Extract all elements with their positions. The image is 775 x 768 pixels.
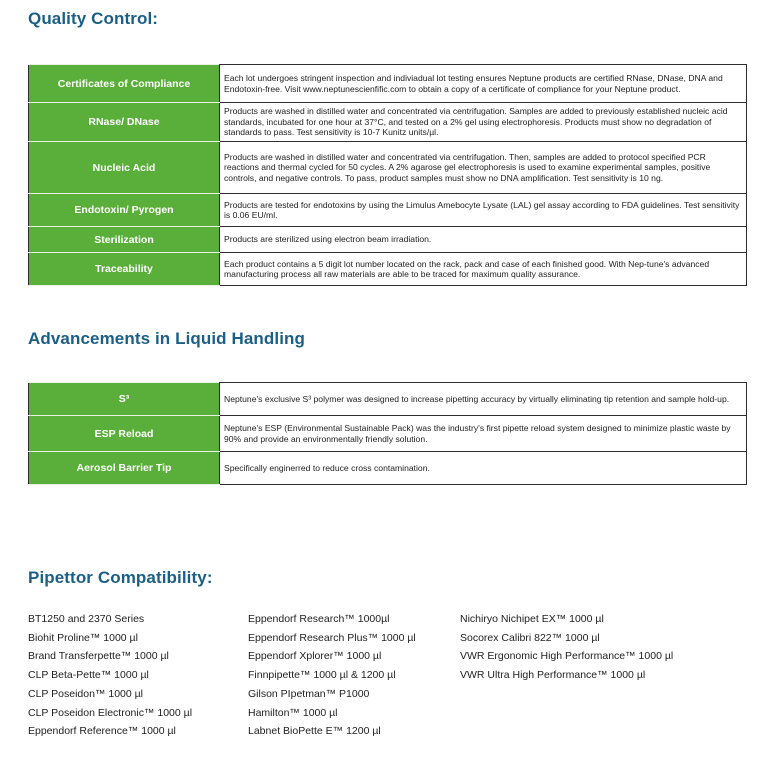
row-description: Products are washed in distilled water and concentrated via centrifugation. Then, samples are added to protocol specified PCR reactions and thermal cycled for 50 cycles. A 2% agarose gel electrophoresis is used to examine experimental samples, positive controls, and negative controls. To pass, product samples must show no DNA amplification. Test sensitivity is 10 ng. xyxy=(220,142,747,194)
compat-column-1 xyxy=(28,610,192,741)
list-item: Socorex Calibri 822™ 1000 µl xyxy=(460,631,600,644)
table-row xyxy=(29,227,747,253)
row-description: Each product contains a 5 digit lot number located on the rack, pack and case of each finished good. With Nep-tune's advanced manufacturing process all raw materials are able to be traced for maximum quality assurance. xyxy=(220,253,747,286)
table-row xyxy=(29,103,747,142)
row-label-esp-reload: ESP Reload xyxy=(29,416,220,452)
row-label-sterilization: Sterilization xyxy=(29,227,220,253)
row-label-aerosol-barrier: Aerosol Barrier Tip xyxy=(29,452,220,485)
list-item: Biohit Proline™ 1000 µl xyxy=(28,631,138,644)
list-item: Brand Transferpette™ 1000 µl xyxy=(28,650,169,663)
row-description: Each lot undergoes stringent inspection and indiviadual lot testing ensures Neptune products are certified RNase, DNase, DNA and Endotoxin-free. Visit www.neptunescienfific.com to obtain a copy of a certificate of compliance for your Neptune product. xyxy=(220,65,747,103)
list-item: CLP Poseidon™ 1000 µl xyxy=(28,687,144,700)
table-row xyxy=(29,383,747,416)
list-item: Hamilton™ 1000 µl xyxy=(248,706,338,719)
table-row xyxy=(29,65,747,103)
list-item: BT1250 and 2370 Series xyxy=(28,613,145,625)
list-item: Eppendorf Research™ 1000µl xyxy=(248,613,390,625)
list-item: VWR Ultra High Performance™ 1000 µl xyxy=(460,669,646,682)
row-label-nucleic-acid: Nucleic Acid xyxy=(29,142,220,194)
compat-column-3 xyxy=(460,610,673,685)
pipettor-compatibility-heading: Pipettor Compatibility: xyxy=(28,568,213,587)
liquid-handling-heading: Advancements in Liquid Handling xyxy=(28,329,306,348)
list-item: Finnpipette™ 1000 µl & 1200 µl xyxy=(248,669,396,682)
row-description: Products are sterilized using electron beam irradiation. xyxy=(220,227,747,253)
list-item: Labnet BioPette E™ 1200 µl xyxy=(248,725,381,738)
row-label-traceability: Traceability xyxy=(29,253,220,286)
row-description: Neptune's exclusive S³ polymer was designed to increase pipetting accuracy by virtually eliminating tip retention and sample hold-up. xyxy=(220,383,747,416)
quality-control-table xyxy=(28,64,747,286)
table-row xyxy=(29,452,747,485)
list-item: Nichiryo Nichipet EX™ 1000 µl xyxy=(460,613,604,625)
row-label-rnase-dnase: RNase/ DNase xyxy=(29,103,220,142)
compat-column-2 xyxy=(248,610,416,741)
list-item: Eppendorf Research Plus™ 1000 µl xyxy=(248,631,416,644)
quality-control-heading: Quality Control: xyxy=(28,9,159,28)
table-row xyxy=(29,253,747,286)
row-description: Specifically enginerred to reduce cross contamination. xyxy=(220,452,747,485)
list-item: CLP Beta-Pette™ 1000 µl xyxy=(28,669,149,682)
list-item: VWR Ergonomic High Performance™ 1000 µl xyxy=(460,650,674,663)
row-label-certificates: Certificates of Compliance xyxy=(29,65,220,103)
table-row xyxy=(29,194,747,227)
liquid-handling-table xyxy=(28,382,747,485)
table-row xyxy=(29,142,747,194)
row-description: Neptune's ESP (Environmental Sustainable Pack) was the industry's first pipette reload system designed to minimize plastic waste by 90% and provide an environmentally friendly solution. xyxy=(220,416,747,452)
list-item: Eppendorf Reference™ 1000 µl xyxy=(28,725,176,738)
row-label-endotoxin: Endotoxin/ Pyrogen xyxy=(29,194,220,227)
list-item: Eppendorf Xplorer™ 1000 µl xyxy=(248,650,382,663)
row-label-s3: S³ xyxy=(29,383,220,416)
list-item: CLP Poseidon Electronic™ 1000 µl xyxy=(28,706,193,719)
row-description: Products are washed in distilled water and concentrated via centrifugation. Samples are added to previously established nucleic acid standards, incubated for one hour at 37°C, and tested on a 2% gel using electrophoresis. Products must show no degradation of standards to pass. Test sensitivity is 10-7 Kunitz units/µl. xyxy=(220,103,747,142)
table-row xyxy=(29,416,747,452)
list-item: Gilson PIpetman™ P1000 xyxy=(248,687,370,700)
row-description: Products are tested for endotoxins by using the Limulus Amebocyte Lysate (LAL) gel assay according to FDA guidelines. Test sensitivity is 0.06 EU/ml. xyxy=(220,194,747,227)
